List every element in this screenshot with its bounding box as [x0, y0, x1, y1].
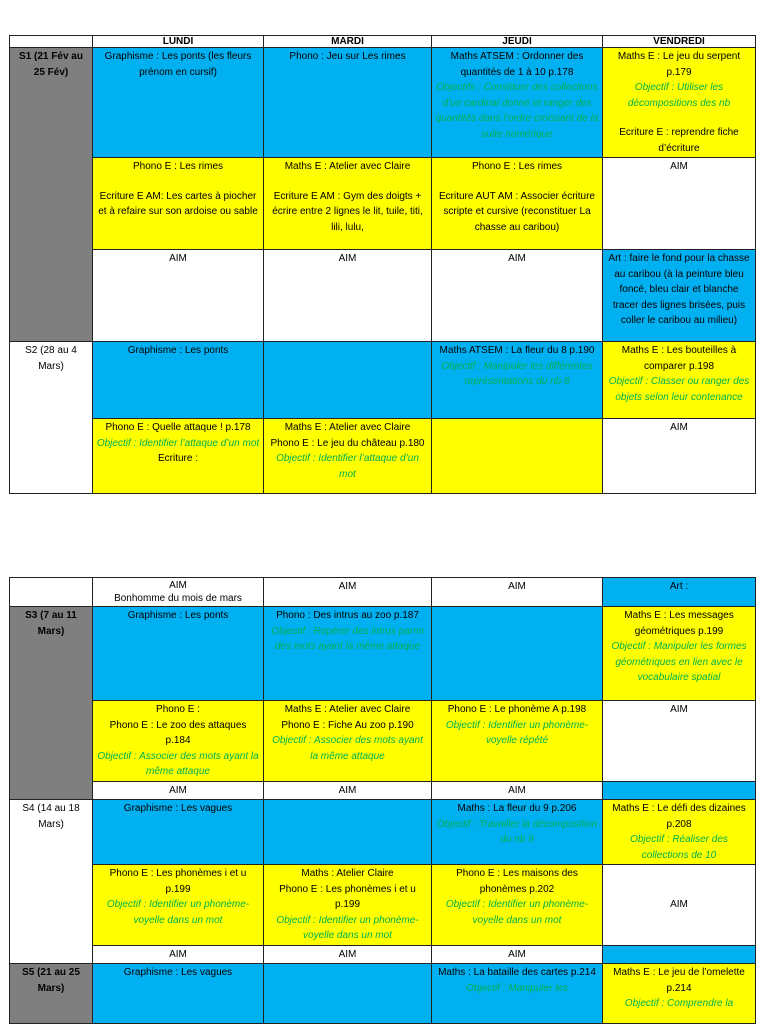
cell-top-mardi: AIM [264, 578, 432, 607]
header-vendredi: VENDREDI [603, 36, 756, 48]
activity-text: Ecriture E : reprendre fiche d’écriture [619, 127, 739, 154]
objective-text: Objectif : Identifier un phonème-voyelle dans un mot [106, 899, 250, 926]
objective-text: Objectif : Identifier un phonème-voyelle dans un mot [445, 899, 589, 926]
objective-text: Objectif : Comprendre la [624, 998, 734, 1009]
cell-s1-lundi-1: Graphisme : Les ponts (les fleurs prénom en cursif) [93, 48, 264, 158]
table-row [10, 419, 756, 494]
activity-text: Ecriture E AM : Gym des doigts + écrire entre 2 lignes le lit, tuile, titi, lili, lulu, [272, 190, 423, 233]
cell-s2-mardi-2 [264, 419, 432, 494]
cell-s4-vendredi-2: AIM [603, 865, 756, 946]
cell-s1-mardi-2 [264, 158, 432, 250]
cell-top-corner [10, 578, 93, 607]
cell-s4-lundi-3: AIM [93, 945, 264, 964]
activity-text: Phono E : Les phonèmes i et u p.199 [109, 868, 247, 895]
activity-text: Maths : La fleur du 9 p.206 [457, 803, 577, 814]
activity-text: Phono : Des intrus au zoo p.187 [276, 610, 419, 621]
cell-s4-vendredi-3 [603, 945, 756, 964]
cell-s3-mardi-3: AIM [264, 781, 432, 800]
objective-text: Objectif : Identifier un phonème-voyelle répété [445, 719, 589, 746]
cell-s1-jeudi-1 [432, 48, 603, 158]
objective-text: Objectif : Réaliser des collections de 10 [630, 834, 728, 861]
table-row [10, 964, 756, 1024]
activity-text: Maths E : Atelier avec Claire [284, 422, 411, 433]
objective-text: Objectif : Classer ou ranger des objets selon leur contenance [608, 376, 750, 403]
cell-s3-lundi-3: AIM [93, 781, 264, 800]
activity-text: Maths E : Les bouteilles à comparer p.198 [621, 345, 737, 372]
cell-s5-vendredi-1 [603, 964, 756, 1024]
activity-text: Maths : La bataille des cartes p.214 [438, 967, 596, 978]
activity-text: Maths E : Le défi des dizaines p.208 [612, 803, 746, 830]
cell-s2-lundi-2 [93, 419, 264, 494]
cell-s3-vendredi-3 [603, 781, 756, 800]
activity-text: Maths E : Le jeu du serpent p.179 [617, 51, 741, 78]
activity-text: Ecriture : [157, 453, 198, 464]
header-lundi: LUNDI [93, 36, 264, 48]
objective-text: Objectif : Manipuler les formes géométriques en lien avec le vocabulaire spatial [611, 641, 747, 683]
objective-text: Objectif : Identifier l’attaque d’un mot [96, 437, 260, 449]
objective-text: Objectif : Repérer des intrus parmi des mots ayant la même attaque [271, 625, 424, 652]
cell-s3-mardi-1 [264, 607, 432, 701]
table-row [10, 781, 756, 800]
activity-text: Phono E : Les rimes [471, 161, 563, 172]
activity-text: Phono E : Le jeu du château p.180 [270, 437, 425, 449]
header-row [10, 36, 756, 48]
cell-s3-lundi-2 [93, 701, 264, 782]
cell-s4-lundi-2 [93, 865, 264, 946]
schedule-table-2 [9, 577, 756, 1024]
activity-text: Maths ATSEM : La fleur du 8 p.190 [439, 345, 595, 356]
cell-top-jeudi: AIM [432, 578, 603, 607]
header-corner [10, 36, 93, 48]
table-row [10, 342, 756, 419]
cell-s1-mardi-3: AIM [264, 250, 432, 342]
week-label-s2: S2 (28 au 4 Mars) [10, 342, 93, 494]
cell-s3-jeudi-1 [432, 607, 603, 701]
activity-text: Phono E : Les rimes [132, 161, 224, 172]
cell-s1-lundi-2 [93, 158, 264, 250]
table-row [10, 865, 756, 946]
cell-s2-mardi-1 [264, 342, 432, 419]
cell-s4-vendredi-1 [603, 800, 756, 865]
cell-s1-vendredi-2: AIM [603, 158, 756, 250]
objective-text: Objectif : Manipuler les [466, 982, 568, 994]
cell-top-lundi [93, 578, 264, 607]
cell-s1-vendredi-1 [603, 48, 756, 158]
table-row [10, 701, 756, 782]
table-row [10, 250, 756, 342]
week-label-s4: S4 (14 au 18 Mars) [10, 800, 93, 964]
cell-s3-jeudi-3: AIM [432, 781, 603, 800]
activity-text: Phono E : Fiche Au zoo p.190 [281, 719, 414, 731]
cell-s3-mardi-2 [264, 701, 432, 782]
cell-s2-vendredi-2: AIM [603, 419, 756, 494]
activity-text: Maths : Atelier Claire [301, 868, 394, 879]
cell-s2-jeudi-2 [432, 419, 603, 494]
activity-text: Maths E : Atelier avec Claire [284, 704, 411, 715]
header-mardi: MARDI [264, 36, 432, 48]
cell-s4-jeudi-1 [432, 800, 603, 865]
cell-s2-jeudi-1 [432, 342, 603, 419]
objective-text: Objectif : Identifier un phonème-voyelle dans un mot [276, 914, 419, 941]
week-label-s1: S1 (21 Fév au 25 Fév) [10, 48, 93, 342]
header-jeudi: JEUDI [432, 36, 603, 48]
week-label-s3: S3 (7 au 11 Mars) [10, 607, 93, 800]
table-row [10, 800, 756, 865]
activity-text: Bonhomme du mois de mars [114, 593, 242, 604]
objective-text: Objectif : Manipuler les différentes représentations du nb 8 [441, 360, 593, 387]
cell-s5-mardi-1 [264, 964, 432, 1024]
activity-text: Maths E : Le jeu de l’omelette p.214 [613, 967, 745, 994]
cell-s1-vendredi-3: Art : faire le fond pour la chasse au caribou (à la peinture bleu foncé, bleu clair et blanche tracer des lignes brisées, puis coller le caribou au milieu) [603, 250, 756, 342]
activity-text: Phono E : Les maisons des phonèmes p.202 [456, 868, 578, 895]
activity-text: AIM [169, 580, 187, 591]
activity-text: Phono E : [156, 704, 200, 715]
cell-top-vendredi: Art : [603, 578, 756, 607]
cell-s4-mardi-2 [264, 865, 432, 946]
cell-s4-mardi-1 [264, 800, 432, 865]
activity-text: Maths E : Atelier avec Claire [284, 161, 411, 172]
activity-text: Phono E : Le zoo des attaques p.184 [109, 719, 247, 746]
cell-s1-jeudi-2 [432, 158, 603, 250]
cell-s3-vendredi-2: AIM [603, 701, 756, 782]
cell-s4-lundi-1: Graphisme : Les vagues [93, 800, 264, 865]
activity-text: Maths ATSEM : Ordonner des quantités de 1 à 10 p.178 [450, 51, 584, 78]
activity-text: Maths E : Les messages géométriques p.199 [624, 610, 734, 637]
table-row [10, 158, 756, 250]
objective-text: Objectif : Identifier l’attaque d’un mot [276, 453, 419, 480]
cell-s5-jeudi-1 [432, 964, 603, 1024]
week-label-s5: S5 (21 au 25 Mars) [10, 964, 93, 1024]
table-row [10, 48, 756, 158]
cell-s4-jeudi-2 [432, 865, 603, 946]
table-row [10, 578, 756, 607]
objective-text: Objectif : Associer des mots ayant la même attaque [97, 750, 259, 777]
cell-s3-lundi-1: Graphisme : Les ponts [93, 607, 264, 701]
cell-s1-jeudi-3: AIM [432, 250, 603, 342]
cell-s4-mardi-3: AIM [264, 945, 432, 964]
cell-s2-lundi-1: Graphisme : Les ponts [93, 342, 264, 419]
objective-text: Objectifs : Constituer des collections d’un cardinal donné et ranger des quantités dans l’ordre croissant de la suite numérique [435, 82, 599, 140]
table-row [10, 607, 756, 701]
activity-text: Phono E : Les phonèmes i et u p.199 [279, 883, 416, 910]
cell-s5-lundi-1: Graphisme : Les vagues [93, 964, 264, 1024]
cell-s3-vendredi-1 [603, 607, 756, 701]
table-row [10, 945, 756, 964]
objective-text: Objectif : Associer des mots ayant la même attaque [272, 735, 423, 762]
objective-text: Objectif : Utiliser les décompositions des nb [627, 82, 731, 109]
cell-s1-mardi-1: Phono : Jeu sur Les rimes [264, 48, 432, 158]
activity-text: Phono E : Le phonème A p.198 [447, 704, 587, 715]
activity-text: Ecriture AUT AM : Associer écriture scripte et cursive (reconstituer La chasse au caribou) [439, 190, 595, 233]
activity-text: Ecriture E AM: Les cartes à piocher et à refaire sur son ardoise ou sable [98, 190, 258, 217]
cell-s4-jeudi-3: AIM [432, 945, 603, 964]
cell-s3-jeudi-2 [432, 701, 603, 782]
objective-text: Objectif : Travailler la décomposition du nb 9 [436, 818, 598, 845]
cell-s2-vendredi-1 [603, 342, 756, 419]
schedule-table-1 [9, 35, 756, 494]
cell-s1-lundi-3: AIM [93, 250, 264, 342]
activity-text: Phono E : Quelle attaque ! p.178 [105, 422, 251, 433]
